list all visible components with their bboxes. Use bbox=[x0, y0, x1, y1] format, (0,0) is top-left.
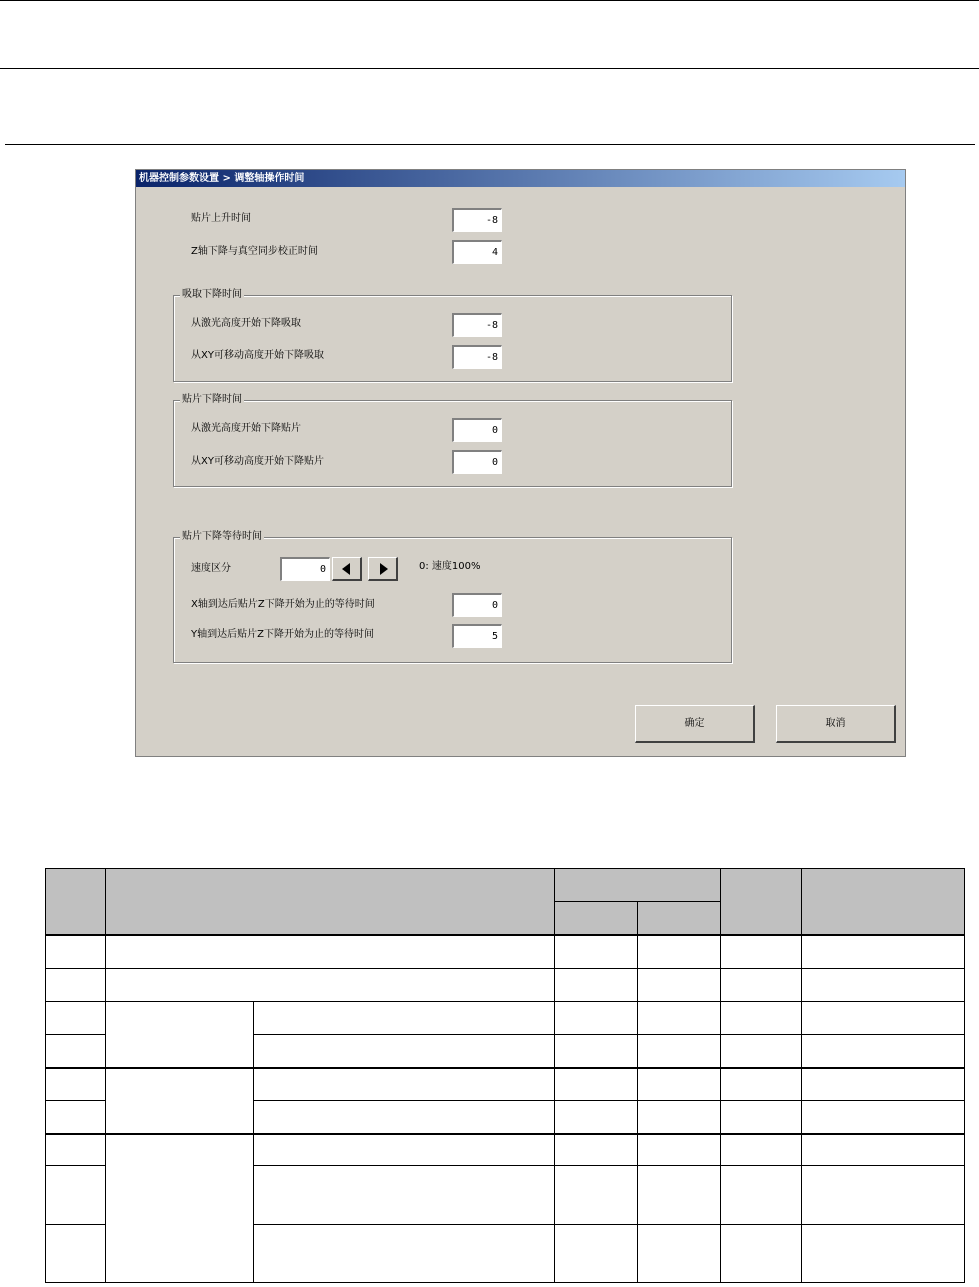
pickup-laser-input[interactable]: -8 bbox=[452, 313, 502, 337]
header-cell bbox=[555, 869, 721, 902]
arrow-left-icon bbox=[342, 563, 350, 575]
table-row bbox=[46, 935, 965, 969]
table-row bbox=[46, 1068, 965, 1101]
settings-dialog bbox=[135, 169, 906, 757]
wait-group-title: 贴片下降等待时间 bbox=[182, 531, 262, 542]
parameter-table bbox=[45, 868, 965, 1283]
z-sync-time-input[interactable]: 4 bbox=[452, 240, 502, 264]
pickup-xy-label: 从XY可移动高度开始下降吸取 bbox=[191, 350, 324, 361]
y-wait-time-label: Y轴到达后贴片Z下降开始为止的等待时间 bbox=[191, 629, 374, 640]
mount-up-time-label: 贴片上升时间 bbox=[191, 213, 251, 224]
cancel-button[interactable]: 取消 bbox=[776, 705, 896, 743]
mount-laser-label: 从激光高度开始下降贴片 bbox=[191, 423, 301, 434]
table-row bbox=[46, 969, 965, 1002]
pickup-xy-input[interactable]: -8 bbox=[452, 345, 502, 369]
mount-xy-label: 从XY可移动高度开始下降贴片 bbox=[191, 456, 324, 467]
pickup-group-title: 吸取下降时间 bbox=[182, 289, 242, 300]
x-wait-time-input[interactable]: 0 bbox=[452, 593, 502, 617]
z-sync-time-label: Z轴下降与真空同步校正时间 bbox=[191, 246, 318, 257]
dialog-title: 机器控制参数设置 > 调整轴操作时间 bbox=[136, 170, 905, 187]
top-rule bbox=[0, 0, 979, 1]
header-cell bbox=[106, 869, 555, 935]
speed-decrease-button[interactable] bbox=[332, 557, 362, 581]
table-row bbox=[46, 1134, 965, 1166]
header-cell bbox=[721, 869, 802, 935]
ok-button[interactable]: 确定 bbox=[635, 705, 755, 743]
speed-increase-button[interactable] bbox=[368, 557, 398, 581]
mount-xy-input[interactable]: 0 bbox=[452, 450, 502, 474]
mount-group-title: 贴片下降时间 bbox=[182, 394, 242, 405]
speed-description: 0: 速度100% bbox=[419, 561, 481, 572]
header-cell bbox=[46, 869, 106, 935]
header-cell bbox=[802, 869, 965, 935]
section-rule bbox=[5, 144, 975, 145]
header-rule bbox=[0, 68, 979, 69]
mount-up-time-input[interactable]: -8 bbox=[452, 208, 502, 232]
speed-class-input[interactable]: 0 bbox=[280, 557, 330, 581]
table-row bbox=[46, 1002, 965, 1035]
header-cell bbox=[555, 902, 638, 935]
mount-laser-input[interactable]: 0 bbox=[452, 418, 502, 442]
x-wait-time-label: X轴到达后贴片Z下降开始为止的等待时间 bbox=[191, 599, 375, 610]
pickup-laser-label: 从激光高度开始下降吸取 bbox=[191, 318, 301, 329]
arrow-right-icon bbox=[380, 563, 388, 575]
y-wait-time-input[interactable]: 5 bbox=[452, 624, 502, 648]
speed-class-label: 速度区分 bbox=[191, 563, 231, 574]
header-cell bbox=[638, 902, 721, 935]
